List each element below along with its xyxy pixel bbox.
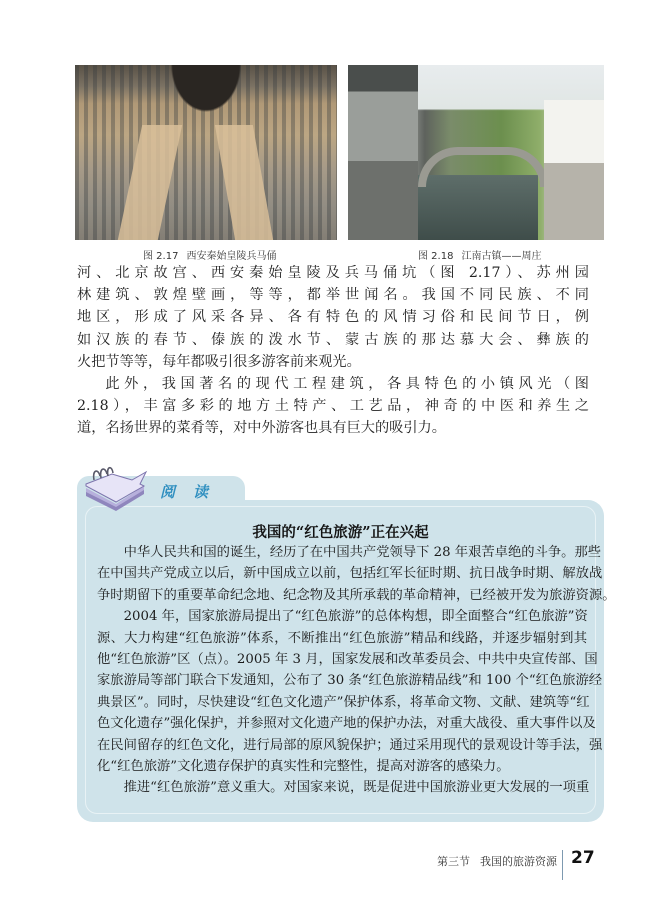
reading-line: 他“红色旅游”区（点）。2005 年 3 月，国家发展和改革委员会、中共中央宣传部、国 xyxy=(97,652,598,668)
reading-line: 争时期留下的重要革命纪念地、纪念物及其所承载的革命精神，已经被开发为旅游资源。 xyxy=(97,587,616,603)
arch-bridge-shape xyxy=(418,147,548,187)
text-line: 道，名扬世界的菜肴等，对中外游客也具有巨大的吸引力。 xyxy=(77,420,446,437)
reading-line: 典景区”。同时，尽快建设“红色文化遗产”保护体系，将革命文物、文献、建筑等“红 xyxy=(97,694,590,710)
reading-line: 家旅游局等部门联合下发通知，公布了 30 条“红色旅游精品线”和 100 个“红色旅游经 xyxy=(97,673,603,689)
reading-line: 推进“红色旅游”意义重大。对国家来说，既是促进中国旅游业更大发展的一项重 xyxy=(123,780,590,796)
text-line: 如汉族的春节、傣族的泼水节、蒙古族的那达慕大会、彝族的 xyxy=(77,331,589,348)
text-line: 地区，形成了风采各异、各有特色的风情习俗和民间节日，例 xyxy=(77,309,589,326)
reading-line: 化“红色旅游”文化遗存保护的真实性和完整性，提高对游客的感染力。 xyxy=(97,759,510,775)
body-text xyxy=(77,262,589,440)
reading-line: 色文化遗存”强化保护，并参照对文化遗产地的保护办法，对重大战役、重大事件以及 xyxy=(97,716,596,732)
house-shape xyxy=(348,65,418,240)
text-line: 火把节等等，每年都吸引很多游客前来观光。 xyxy=(77,353,361,370)
figure-caption-text: 江南古镇——周庄 xyxy=(461,251,542,262)
figure-caption-text: 西安秦始皇陵兵马俑 xyxy=(186,251,277,262)
trench-shape xyxy=(215,125,273,240)
reading-label: 阅读 xyxy=(160,483,227,501)
figure-terracotta-warriors-photo xyxy=(75,65,337,240)
reading-line: 源、大力构建“红色旅游”体系，不断推出“红色旅游”精品和线路，并逐步辐射到其 xyxy=(97,630,587,646)
reading-line: 在民间留存的红色文化，进行局部的原风貌保护；通过采用现代的景观设计等手法，强 xyxy=(97,737,603,753)
trench-shape xyxy=(118,125,182,240)
text-line: 此外，我国著名的现代工程建筑，各具特色的小镇风光（图 xyxy=(105,376,589,393)
reading-title: 我国的“红色旅游”正在兴起 xyxy=(252,524,429,541)
reading-line: 中华人民共和国的诞生，经历了在中国共产党领导下 28 年艰苦卓绝的斗争。那些 xyxy=(123,545,602,560)
figure-number: 图 2.17 xyxy=(143,251,179,262)
footer-divider xyxy=(562,850,563,880)
notebook-icon xyxy=(82,466,152,512)
reading-line: 2004 年，国家旅游局提出了“红色旅游”的总体构想，即全面整合“红色旅游”资 xyxy=(123,609,588,625)
chapter-title: 我国的旅游资源 xyxy=(480,855,557,868)
figure-zhouzhuang-photo xyxy=(348,65,604,240)
paragraph-1 xyxy=(77,262,589,373)
reading-text xyxy=(97,542,616,799)
section-number: 第三节 xyxy=(437,855,470,868)
figure-caption-2-17 xyxy=(143,247,276,262)
text-line: 2.18），丰富多彩的地方土特产、工艺品，神奇的中医和养生之 xyxy=(77,398,589,415)
white-house-shape xyxy=(544,100,604,240)
figure-caption-2-18 xyxy=(418,247,541,262)
text-line: 河、北京故宫、西安秦始皇陵及兵马俑坑（图 2.17）、苏州园 xyxy=(77,265,589,281)
page-number: 27 xyxy=(571,848,595,868)
running-footer xyxy=(437,853,557,869)
figure-number: 图 2.18 xyxy=(418,251,454,262)
paragraph-2 xyxy=(77,373,589,440)
reading-line: 在中国共产党成立以后，新中国成立以前，包括红军长征时期、抗日战争时期、解放战 xyxy=(97,566,603,582)
text-line: 林建筑、敦煌壁画，等等，都举世闻名。我国不同民族、不同 xyxy=(77,287,589,304)
